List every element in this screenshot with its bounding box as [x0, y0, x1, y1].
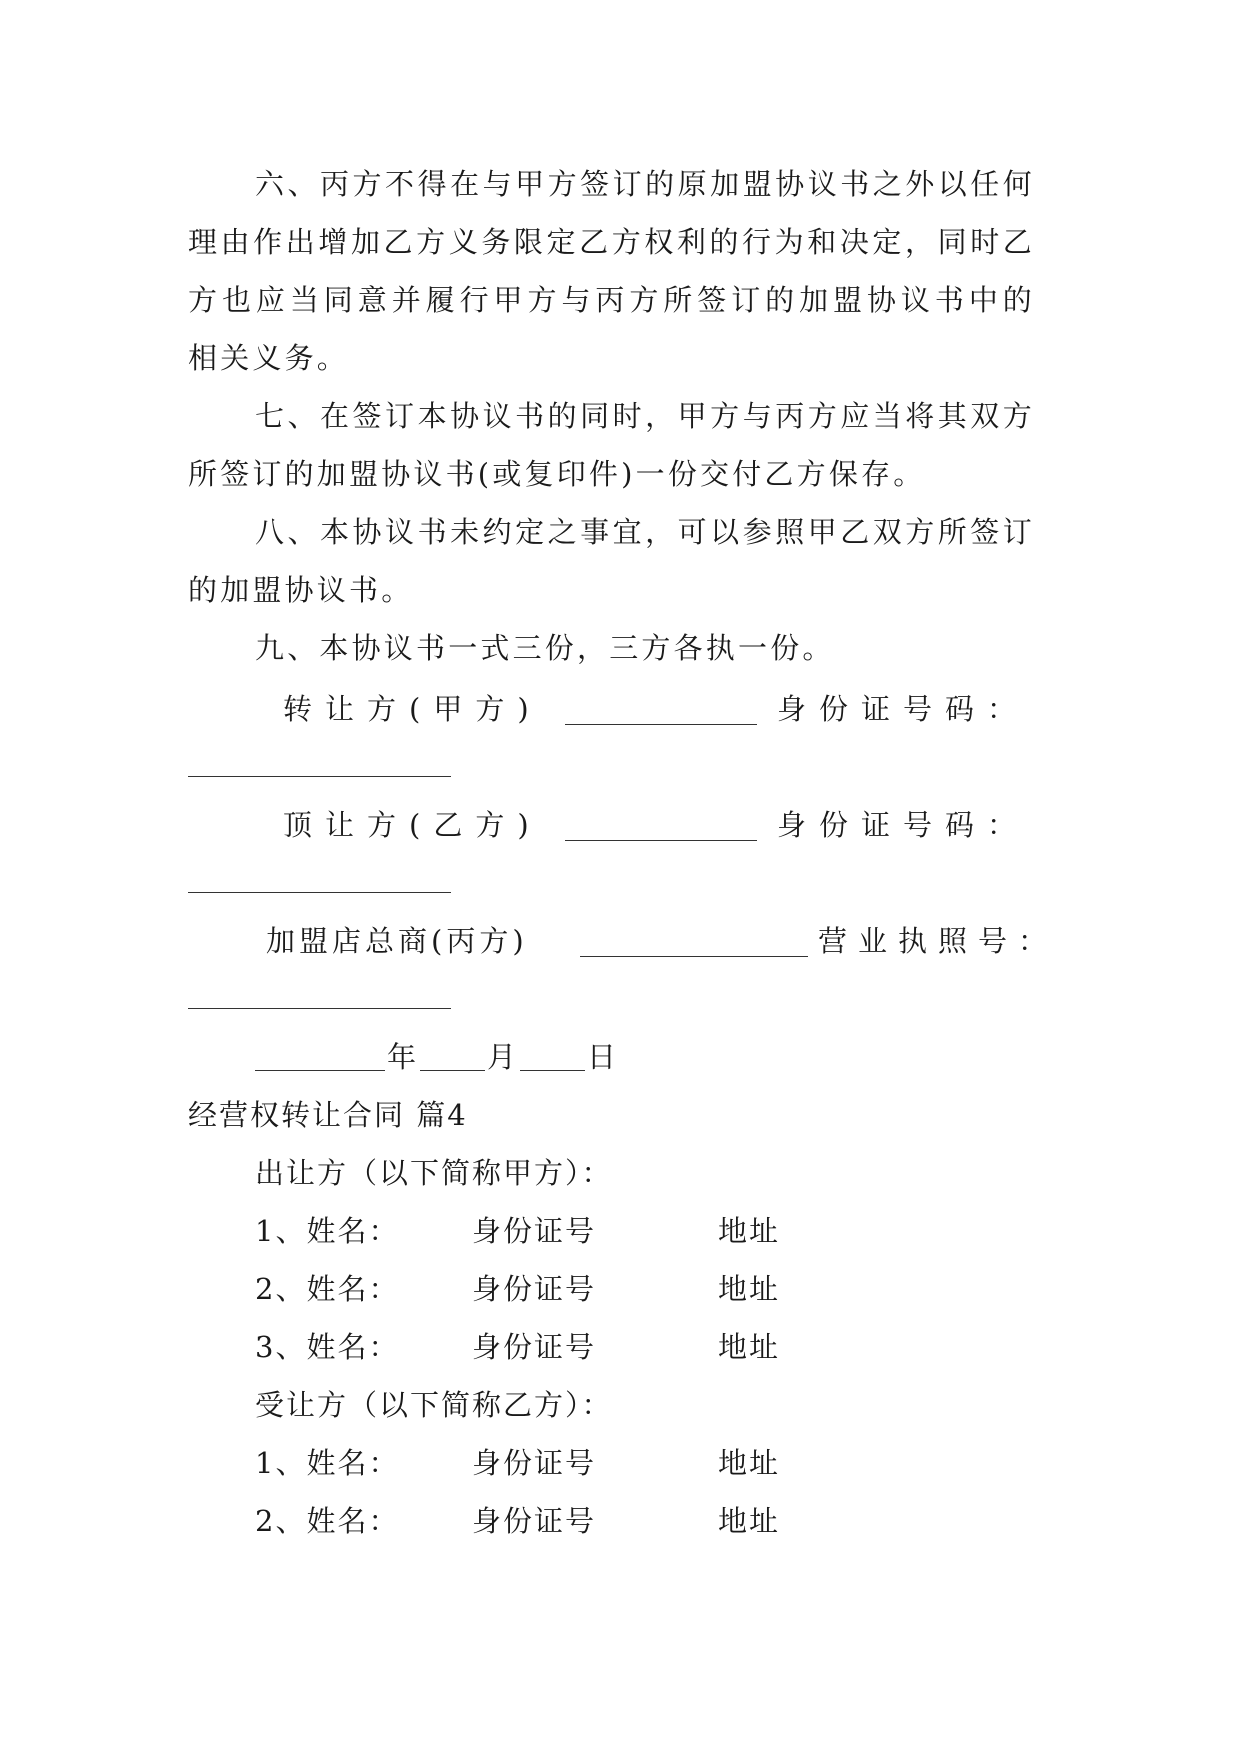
date-day-blank — [520, 1070, 585, 1071]
transferor-row-2-name: 2、姓名： — [255, 1272, 400, 1306]
date-year-blank — [255, 1070, 385, 1071]
para6-line1: 六、丙方不得在与甲方签订的原加盟协议书之外以任何 — [255, 167, 1035, 201]
transferee-row-1-name: 1、姓名： — [255, 1446, 400, 1480]
transferor-row-1-name: 1、姓名： — [255, 1214, 400, 1248]
transferee-row-2-name: 2、姓名： — [255, 1504, 400, 1538]
transferor-row-3-addr: 地址 — [718, 1330, 781, 1364]
date-month-blank — [420, 1070, 485, 1071]
transferor-row-3-id: 身份证号 — [472, 1330, 597, 1364]
date-month-label: 月 — [487, 1040, 520, 1074]
transferor-row-2-id: 身份证号 — [472, 1272, 597, 1306]
transferor-row-1-addr: 地址 — [718, 1214, 781, 1248]
transferor-heading: 出让方（以下简称甲方）： — [255, 1156, 613, 1190]
para7-line2: 所签订的加盟协议书(或复印件)一份交付乙方保存。 — [188, 457, 926, 491]
para6-line4: 相关义务。 — [188, 341, 350, 375]
transferor-row-2-addr: 地址 — [718, 1272, 781, 1306]
para6-line2: 理由作出增加乙方义务限定乙方权利的行为和决定，同时乙 — [188, 225, 1035, 259]
party-b-name-blank — [565, 840, 757, 841]
party-a-id-label: 身份证号码： — [777, 692, 1030, 726]
transferee-row-2-addr: 地址 — [718, 1504, 781, 1538]
party-c-id-blank — [188, 1008, 451, 1009]
transferee-row-1-addr: 地址 — [718, 1446, 781, 1480]
para8-line2: 的加盟协议书。 — [188, 573, 414, 607]
party-a-label: 转让方(甲方) — [283, 692, 542, 726]
date-day-label: 日 — [587, 1040, 620, 1074]
party-b-id-blank — [188, 892, 451, 893]
party-c-name-blank — [580, 956, 808, 957]
section4-title: 经营权转让合同 篇4 — [188, 1098, 468, 1132]
party-c-label: 加盟店总商(丙方) — [266, 924, 528, 958]
para9: 九、本协议书一式三份，三方各执一份。 — [255, 631, 835, 665]
party-a-id-blank — [188, 776, 451, 777]
date-year-label: 年 — [387, 1040, 420, 1074]
transferee-row-2-id: 身份证号 — [472, 1504, 597, 1538]
party-b-id-label: 身份证号码： — [777, 808, 1030, 842]
transferee-heading: 受让方（以下简称乙方）： — [255, 1388, 613, 1422]
transferor-row-1-id: 身份证号 — [472, 1214, 597, 1248]
para6-line3: 方也应当同意并履行甲方与丙方所签订的加盟协议书中的 — [188, 283, 1035, 317]
party-c-id-label: 营业执照号： — [818, 924, 1059, 958]
para8-line1: 八、本协议书未约定之事宜，可以参照甲乙双方所签订 — [255, 515, 1035, 549]
party-a-name-blank — [565, 724, 757, 725]
party-b-label: 顶让方(乙方) — [283, 808, 542, 842]
transferor-row-3-name: 3、姓名： — [255, 1330, 400, 1364]
para7-line1: 七、在签订本协议书的同时，甲方与丙方应当将其双方 — [255, 399, 1035, 433]
transferee-row-1-id: 身份证号 — [472, 1446, 597, 1480]
